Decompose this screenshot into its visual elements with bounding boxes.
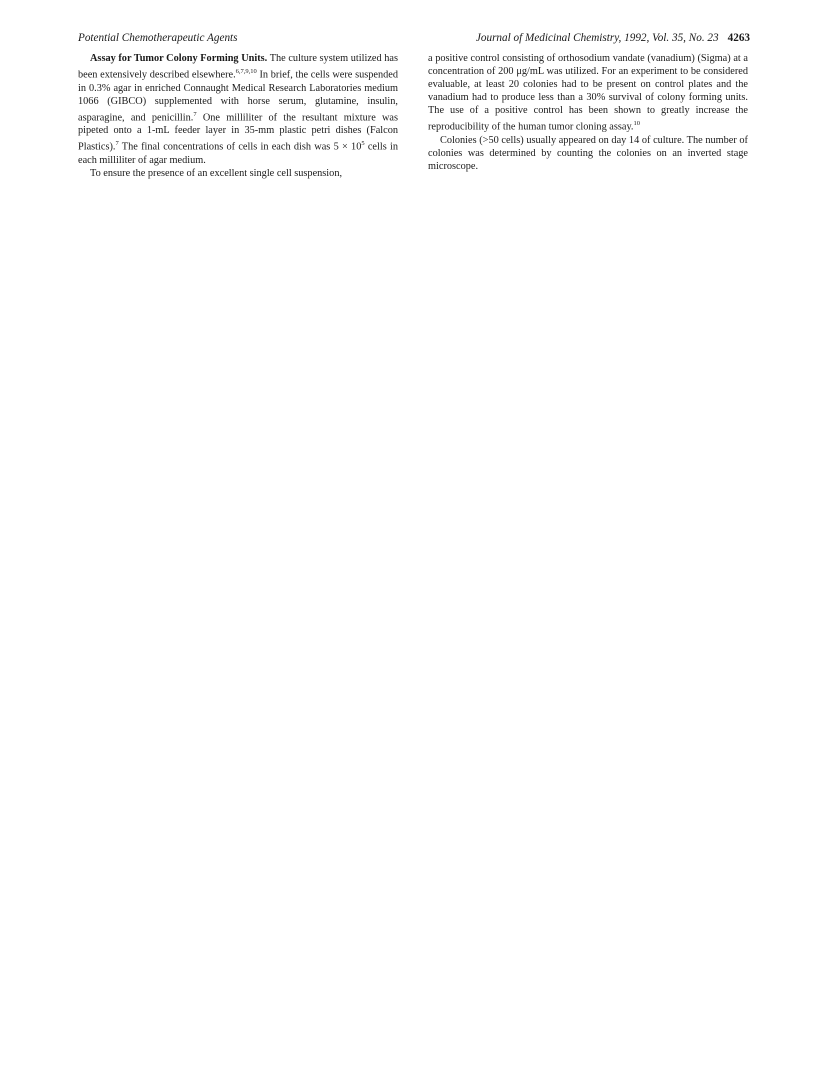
running-head-citation xyxy=(476,30,750,46)
running-head xyxy=(78,30,750,46)
reference-superscript: 7 xyxy=(115,140,119,148)
paragraph-text: One milliliter of the resultant mixture was pipeted onto a 1-mL feeder layer in 35-mm plastic petri dishes (Falcon Plastics). xyxy=(78,112,398,153)
reference-superscript: 7 xyxy=(193,110,197,118)
positive-control-paragraph xyxy=(428,52,748,134)
left-column xyxy=(78,52,398,180)
assay-paragraph xyxy=(78,52,398,167)
reference-superscript: 10 xyxy=(633,120,641,128)
paragraph-text: The final concentrations of cells in each dish was 5 × 10 xyxy=(118,141,362,153)
running-head-title: Potential Chemotherapeutic Agents xyxy=(78,32,238,44)
section-heading: Assay for Tumor Colony Forming Units. xyxy=(90,53,268,64)
page-number: 4263 xyxy=(727,32,750,44)
reference-superscript: 6,7,9,10 xyxy=(235,68,257,76)
paragraph-text: In brief, the cells were suspended in 0.3% agar in enriched Connaught Medical Research Laboratories medium 1066 (GIBCO) supplemented with horse serum, glutamine, insulin, asparagine, and penicillin. xyxy=(78,69,398,124)
right-column xyxy=(428,52,748,173)
colonies-paragraph: Colonies (>50 cells) usually appeared on day 14 of culture. The number of colonies was determined by counting the colonies on an inverted stage microscope. xyxy=(428,134,748,173)
journal-citation: Journal of Medicinal Chemistry, 1992, Vol. 35, No. 23 xyxy=(475,32,719,44)
paragraph-text: The culture system utilized has been extensively described elsewhere. xyxy=(78,53,398,81)
paragraph-text: a positive control consisting of orthosodium vandate (vanadium) (Sigma) at a concentration of 200 μg/mL was utilized. For an experiment to be considered evaluable, at least 20 colonies had to be present on control plates and the vanadium had to produce less than a 30% survival of colony forming units. The use of a positive control has been shown to greatly increase the reproducibility of the human tumor cloning assay. xyxy=(428,53,748,133)
paragraph-text: cells in each milliliter of agar medium. xyxy=(78,141,398,166)
suspension-paragraph: To ensure the presence of an excellent single cell suspension, xyxy=(90,168,343,180)
exponent-superscript: 5 xyxy=(361,140,365,148)
